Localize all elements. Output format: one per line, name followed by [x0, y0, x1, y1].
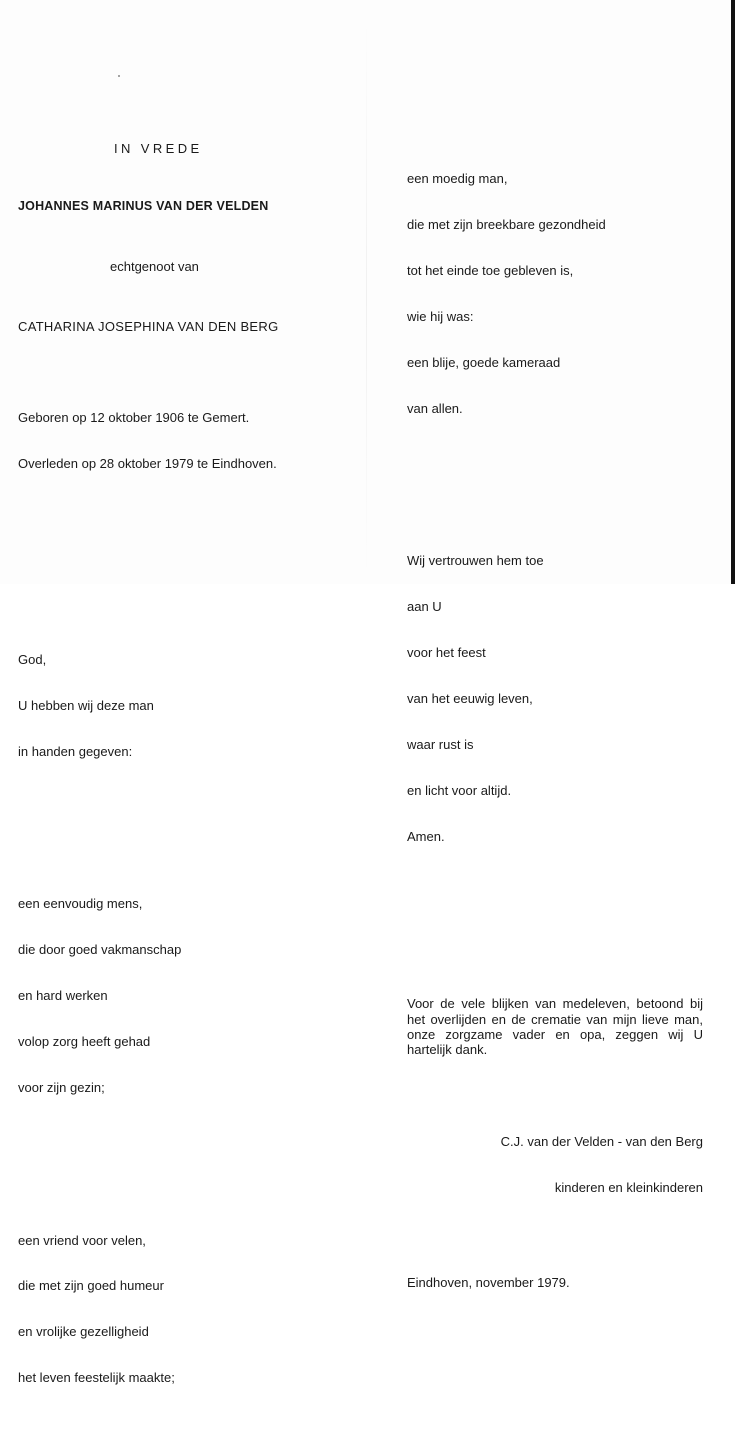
poem-stanza-3 — [18, 1202, 358, 1416]
dates-block — [18, 379, 358, 501]
deceased-name: JOHANNES MARINUS VAN DER VELDEN — [18, 199, 269, 214]
poem-line: die door goed vakmanschap — [18, 942, 182, 958]
spouse-name: CATHARINA JOSEPHINA VAN DEN BERG — [18, 319, 279, 335]
poem-line: Wij vertrouwen hem toe — [407, 553, 544, 569]
poem-line: en licht voor altijd. — [407, 782, 512, 798]
spouse-label: echtgenoot van — [110, 259, 199, 275]
scan-edge — [731, 0, 735, 584]
poem-line: volop zorg heeft gehad — [18, 1034, 151, 1050]
poem-line: en vrolijke gezelligheid — [18, 1324, 149, 1340]
thanks-text: Voor de vele blijken van medeleven, betoond bij het overlijden en de crematie van mijn lieve man, onze zorgzame vader en opa, zeggen wij U hartelijk dank. — [407, 996, 703, 1058]
left-column — [18, 110, 358, 1447]
poem-stanza-1 — [18, 621, 358, 789]
right-column — [407, 110, 707, 1321]
place-date: Eindhoven, november 1979. — [407, 1275, 570, 1291]
poem-stanza-4 — [407, 141, 707, 447]
poem-line: aan U — [407, 599, 442, 615]
poem-stanza-5 — [407, 523, 707, 875]
card-heading: IN VREDE — [114, 140, 203, 156]
poem-line: die met zijn goed humeur — [18, 1278, 164, 1294]
poem-line: een blije, goede kameraad — [407, 354, 561, 370]
poem-line: en hard werken — [18, 988, 108, 1004]
poem-line: voor zijn gezin; — [18, 1079, 105, 1095]
poem-line: het leven feestelijk maakte; — [18, 1370, 175, 1386]
poem-line: een eenvoudig mens, — [18, 896, 143, 912]
poem-line: God, — [18, 651, 47, 667]
poem-line: Amen. — [407, 828, 445, 844]
poem-line: tot het einde toe gebleven is, — [407, 262, 574, 278]
birth-line: Geboren op 12 oktober 1906 te Gemert. — [18, 409, 250, 425]
poem-line: die met zijn breekbare gezondheid — [407, 217, 606, 233]
poem-stanza-2 — [18, 866, 358, 1126]
card-fold — [366, 18, 367, 578]
poem-line: in handen gegeven: — [18, 743, 133, 759]
poem-line: voor het feest — [407, 645, 486, 661]
scan-speck — [118, 75, 120, 77]
poem-line: een moedig man, — [407, 171, 508, 187]
signature-name: C.J. van der Velden - van den Berg — [500, 1133, 703, 1149]
poem-line: U hebben wij deze man — [18, 697, 154, 713]
poem-line: van allen. — [407, 400, 463, 416]
death-line: Overleden op 28 oktober 1979 te Eindhoven. — [18, 455, 277, 471]
poem-line: van het eeuwig leven, — [407, 690, 533, 706]
poem-line: een vriend voor velen, — [18, 1232, 146, 1248]
poem-line: wie hij was: — [407, 308, 474, 324]
poem-line: waar rust is — [407, 736, 474, 752]
signature-family: kinderen en kleinkinderen — [554, 1179, 703, 1195]
